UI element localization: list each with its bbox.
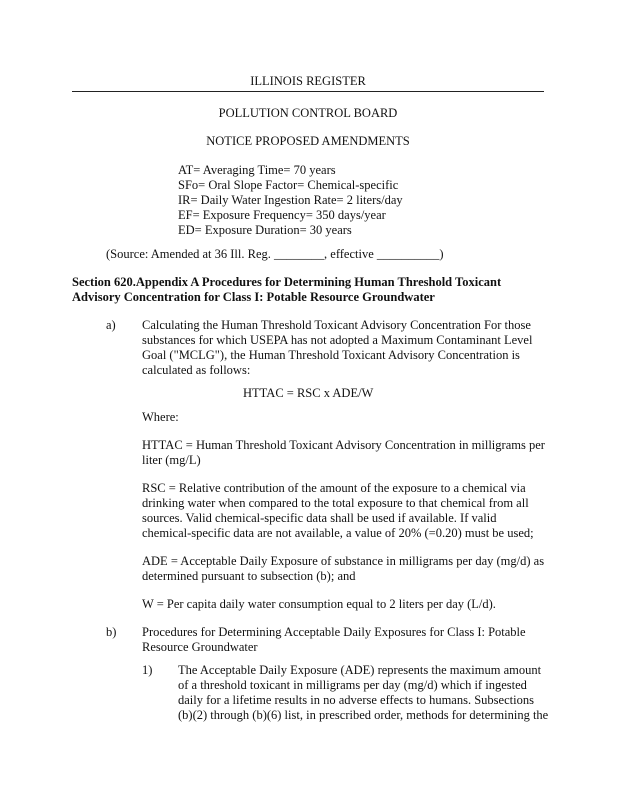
paragraph-a-line-2: substances for which USEPA has not adopted a Maximum Contaminant Level bbox=[142, 333, 533, 347]
section-heading-line-2: Advisory Concentration for Class I: Potable Resource Groundwater bbox=[72, 290, 435, 304]
paragraph-a-line-3: Goal ("MCLG"), the Human Threshold Toxicant Advisory Concentration is bbox=[142, 348, 520, 362]
header-rule bbox=[72, 91, 544, 92]
definition-ir: IR= Daily Water Ingestion Rate= 2 liters/day bbox=[178, 193, 403, 207]
definition-at: AT= Averaging Time= 70 years bbox=[178, 163, 336, 177]
rsc-definition-line-2: drinking water when compared to the total exposure to that chemical from all bbox=[142, 496, 529, 510]
definition-sfo: SFo= Oral Slope Factor= Chemical-specific bbox=[178, 178, 399, 192]
board-title: POLLUTION CONTROL BOARD bbox=[218, 106, 398, 120]
item-1-label: 1) bbox=[142, 663, 153, 677]
item-1-line-2: of a threshold toxicant in milligrams per day (mg/d) which if ingested bbox=[178, 678, 527, 692]
httac-definition-line-2: liter (mg/L) bbox=[142, 453, 201, 467]
notice-title: NOTICE PROPOSED AMENDMENTS bbox=[206, 134, 410, 148]
rsc-definition-line-1: RSC = Relative contribution of the amount of the exposure to a chemical via bbox=[142, 481, 526, 495]
rsc-definition-line-3: sources. Valid chemical-specific data shall be used if available. If valid bbox=[142, 511, 497, 525]
httac-definition-line-1: HTTAC = Human Threshold Toxicant Advisory Concentration in milligrams per bbox=[142, 438, 545, 452]
paragraph-a-label: a) bbox=[106, 318, 116, 332]
definition-ed: ED= Exposure Duration= 30 years bbox=[178, 223, 352, 237]
source-note: (Source: Amended at 36 Ill. Reg. ________, effective __________) bbox=[106, 247, 444, 261]
ade-definition-line-2: determined pursuant to subsection (b); and bbox=[142, 569, 356, 583]
ade-definition-line-1: ADE = Acceptable Daily Exposure of substance in milligrams per day (mg/d) as bbox=[142, 554, 545, 568]
rsc-definition-line-4: chemical-specific data are not available, a value of 20% (=0.20) must be used; bbox=[142, 526, 534, 540]
paragraph-a-line-1: Calculating the Human Threshold Toxicant Advisory Concentration For those bbox=[142, 318, 531, 332]
paragraph-b-line-1: Procedures for Determining Acceptable Daily Exposures for Class I: Potable bbox=[142, 625, 526, 639]
section-heading-line-1: Section 620.Appendix A Procedures for Determining Human Threshold Toxicant bbox=[72, 275, 502, 289]
formula: HTTAC = RSC x ADE/W bbox=[243, 386, 374, 400]
w-definition: W = Per capita daily water consumption equal to 2 liters per day (L/d). bbox=[142, 597, 496, 611]
register-title: ILLINOIS REGISTER bbox=[250, 74, 366, 88]
item-1-line-4: (b)(2) through (b)(6) list, in prescribed order, methods for determining the bbox=[178, 708, 549, 722]
paragraph-b-line-2: Resource Groundwater bbox=[142, 640, 258, 654]
paragraph-b-label: b) bbox=[106, 625, 117, 639]
where-label: Where: bbox=[142, 410, 179, 424]
item-1-line-3: daily for a lifetime results in no adverse effects to humans. Subsections bbox=[178, 693, 534, 707]
definition-ef: EF= Exposure Frequency= 350 days/year bbox=[178, 208, 386, 222]
paragraph-a-line-4: calculated as follows: bbox=[142, 363, 251, 377]
item-1-line-1: The Acceptable Daily Exposure (ADE) represents the maximum amount bbox=[178, 663, 542, 677]
